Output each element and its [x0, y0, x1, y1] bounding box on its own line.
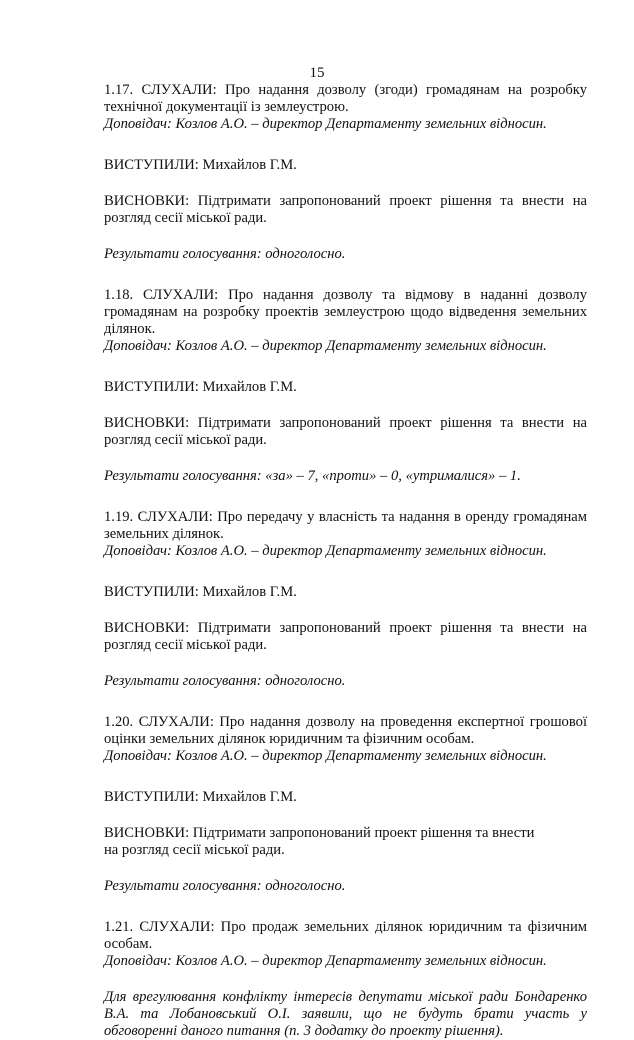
heard-text: 1.18. СЛУХАЛИ: Про надання дозволу та відмову в наданні дозволу громадянам на розробку проектів землеустрою щодо відведення земельних ділянок.: [104, 287, 587, 337]
heard-text: 1.19. СЛУХАЛИ: Про передачу у власність та надання в оренду громадянам земельних ділянок.: [104, 509, 587, 542]
speaker-text: Доповідач: Козлов А.О. – директор Департаменту земельних відносин.: [104, 543, 547, 559]
speaker-text: Доповідач: Козлов А.О. – директор Департаменту земельних відносин.: [104, 748, 547, 764]
speaker-text: Доповідач: Козлов А.О. – директор Департаменту земельних відносин.: [104, 116, 547, 132]
vote-result: Результати голосування: «за» – 7, «проти» – 0, «утрималися» – 1.: [104, 468, 521, 484]
spoke-text: ВИСТУПИЛИ: Михайлов Г.М.: [104, 157, 297, 173]
agenda-item-1-17: [104, 82, 587, 263]
heard-text: 1.21. СЛУХАЛИ: Про продаж земельних ділянок юридичним та фізичним особам.: [104, 919, 587, 952]
conclusions-text: ВИСНОВКИ: Підтримати запропонований проект рішення та внести на розгляд сесії міської ради.: [104, 415, 587, 448]
spoke-text: ВИСТУПИЛИ: Михайлов Г.М.: [104, 584, 297, 600]
vote-result: Результати голосування: одноголосно.: [104, 246, 346, 262]
agenda-item-1-21: [104, 919, 587, 1040]
spoke-text: ВИСТУПИЛИ: Михайлов Г.М.: [104, 379, 297, 395]
agenda-item-1-19: [104, 509, 587, 690]
spoke-text: ВИСТУПИЛИ: Михайлов Г.М.: [104, 789, 297, 805]
conclusions-line-1: ВИСНОВКИ: Підтримати запропонований проект рішення та внести: [104, 825, 535, 841]
conclusions-line-2: на розгляд сесії міської ради.: [104, 842, 285, 858]
heard-text: 1.17. СЛУХАЛИ: Про надання дозволу (згоди) громадянам на розробку технічної документації із землеустрою.: [104, 82, 587, 115]
vote-result: Результати голосування: одноголосно.: [104, 673, 346, 689]
agenda-item-1-20: [104, 714, 587, 895]
agenda-item-1-18: [104, 287, 587, 485]
vote-result: Результати голосування: одноголосно.: [104, 878, 346, 894]
conflict-of-interest-note: Для врегулювання конфлікту інтересів депутати міської ради Бондаренко В.А. та Лобановський О.І. заявили, що не будуть брати участь у обговоренні даного питання (п. 3 додатку до проекту рішення).: [104, 989, 587, 1039]
speaker-text: Доповідач: Козлов А.О. – директор Департаменту земельних відносин.: [104, 953, 547, 969]
conclusions-text: ВИСНОВКИ: Підтримати запропонований проект рішення та внести на розгляд сесії міської ради.: [104, 620, 587, 653]
page-number: 15: [309, 65, 325, 81]
conclusions-text: ВИСНОВКИ: Підтримати запропонований проект рішення та внести на розгляд сесії міської ради.: [104, 193, 587, 226]
speaker-text: Доповідач: Козлов А.О. – директор Департаменту земельних відносин.: [104, 338, 547, 354]
heard-text: 1.20. СЛУХАЛИ: Про надання дозволу на проведення експертної грошової оцінки земельних ділянок юридичним та фізичним особам.: [104, 714, 587, 747]
document-body: [104, 82, 587, 1040]
